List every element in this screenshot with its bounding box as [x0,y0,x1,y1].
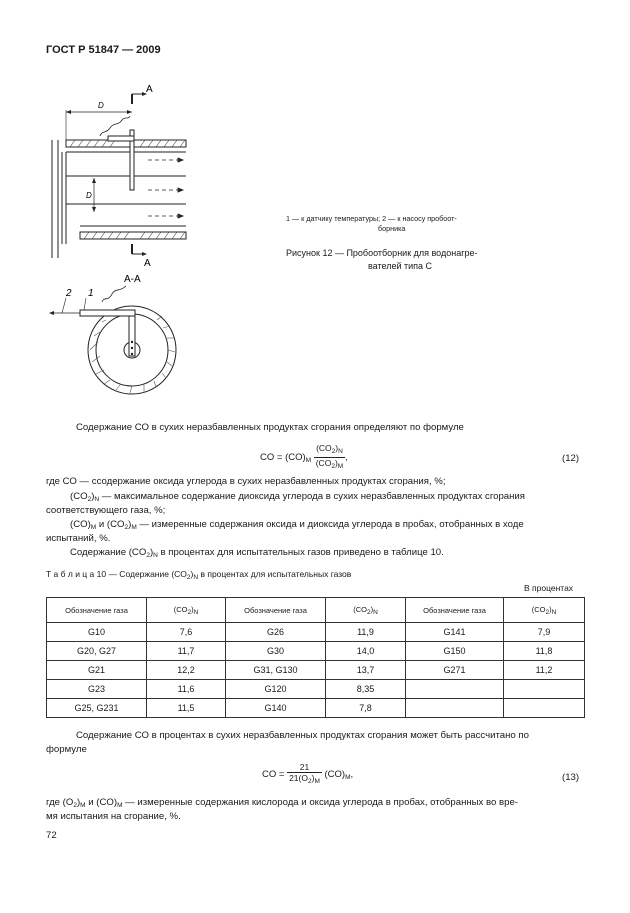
figure-legend-line2: борника [378,224,406,233]
page-number: 72 [46,830,57,841]
where-co2n: $(CO_2)_N$ — максимальное содержание диоксида углерода в сухих неразбавленных продуктах сгорания [70,491,525,503]
where-com: $(CO)_M$ и $(CO_2)_M$ — измеренные содержания оксида и диоксида углерода в пробах, отобранных в ходе [70,519,524,531]
percent-note: В процентах [524,583,574,593]
col-co2-1: (CO2)N [147,598,226,623]
table-row: G10 7,6 G26 11,9 G141 7,9 [47,623,585,642]
section-mark-bottom: A [144,258,151,269]
table-header-row [47,598,585,623]
where-co2n-cont: соответствующего газа, %; [46,505,166,516]
table-row: G25, G231 11,5 G140 7,8 [47,699,585,718]
formula-12-number: (12) [562,453,580,464]
formula-12: CO = $(CO)_M$ $\frac{(CO_2)_N}{(CO_2)_M}$ , [260,443,348,470]
paragraph-2b: формуле [46,744,87,755]
figure-caption-line1: Рисунок 12 — Пробоотборник для водонагре- [286,248,478,258]
where-com-cont: испытаний, %. [46,533,111,544]
table-row: G21 12,2 G31, G130 13,7 G271 11,2 [47,661,585,680]
col-gas-3: Обозначение газа [406,598,504,623]
table-row: G20, G27 11,7 G30 14,0 G150 11,8 [47,642,585,661]
callout-2: 2 [66,288,72,299]
col-co2-2: (CO2)N [326,598,406,623]
callout-1: 1 [88,288,94,299]
where-o2: где $(O_2)_M$ и $(CO)_M$ — измеренные содержания кислорода и оксида углерода в пробах, отобранных во вре- [46,797,518,809]
paragraph-2a: Содержание СО в процентах в сухих неразбавленных продуктах сгорания может быть рассчитано по [76,730,529,741]
col-co2-3: (CO2)N [504,598,585,623]
intro-paragraph: Содержание СО в сухих неразбавленных продуктах сгорания определяют по формуле [76,422,464,433]
dim-d-top: D [98,101,104,110]
col-gas-2: Обозначение газа [226,598,326,623]
document-header: ГОСТ Р 51847 — 2009 [46,44,161,56]
sampler-figure [40,80,240,410]
gas-table [46,597,585,718]
where-o2-cont: мя испытания на сгорание, %. [46,811,181,822]
formula-13-number: (13) [562,772,580,783]
where-co: где СО — ссодержание оксида углерода в сухих неразбавленных продуктах сгорания, %; [46,476,446,487]
section-mark-top: A [146,84,153,95]
table-title: Т а б л и ц а 10 — Содержание $(CO_2)_N$ в процентах для испытательных газов [46,569,352,581]
figure-caption-line2: вателей типа С [368,261,433,271]
section-title: A-A [124,274,141,285]
content-reference: Содержание $(CO_2)_N$ в процентах для испытательных газов приведено в таблице 10. [70,547,444,559]
table-row: G23 11,6 G120 8,35 [47,680,585,699]
figure-legend-line1: 1 — к датчику температуры; 2 — к насосу пробоот- [286,214,457,223]
col-gas-1: Обозначение газа [47,598,147,623]
dim-d-side: D [86,191,92,200]
formula-13: CO = $\frac{21}{21(O_2)_M}$ $(CO)_M$, [262,762,354,785]
